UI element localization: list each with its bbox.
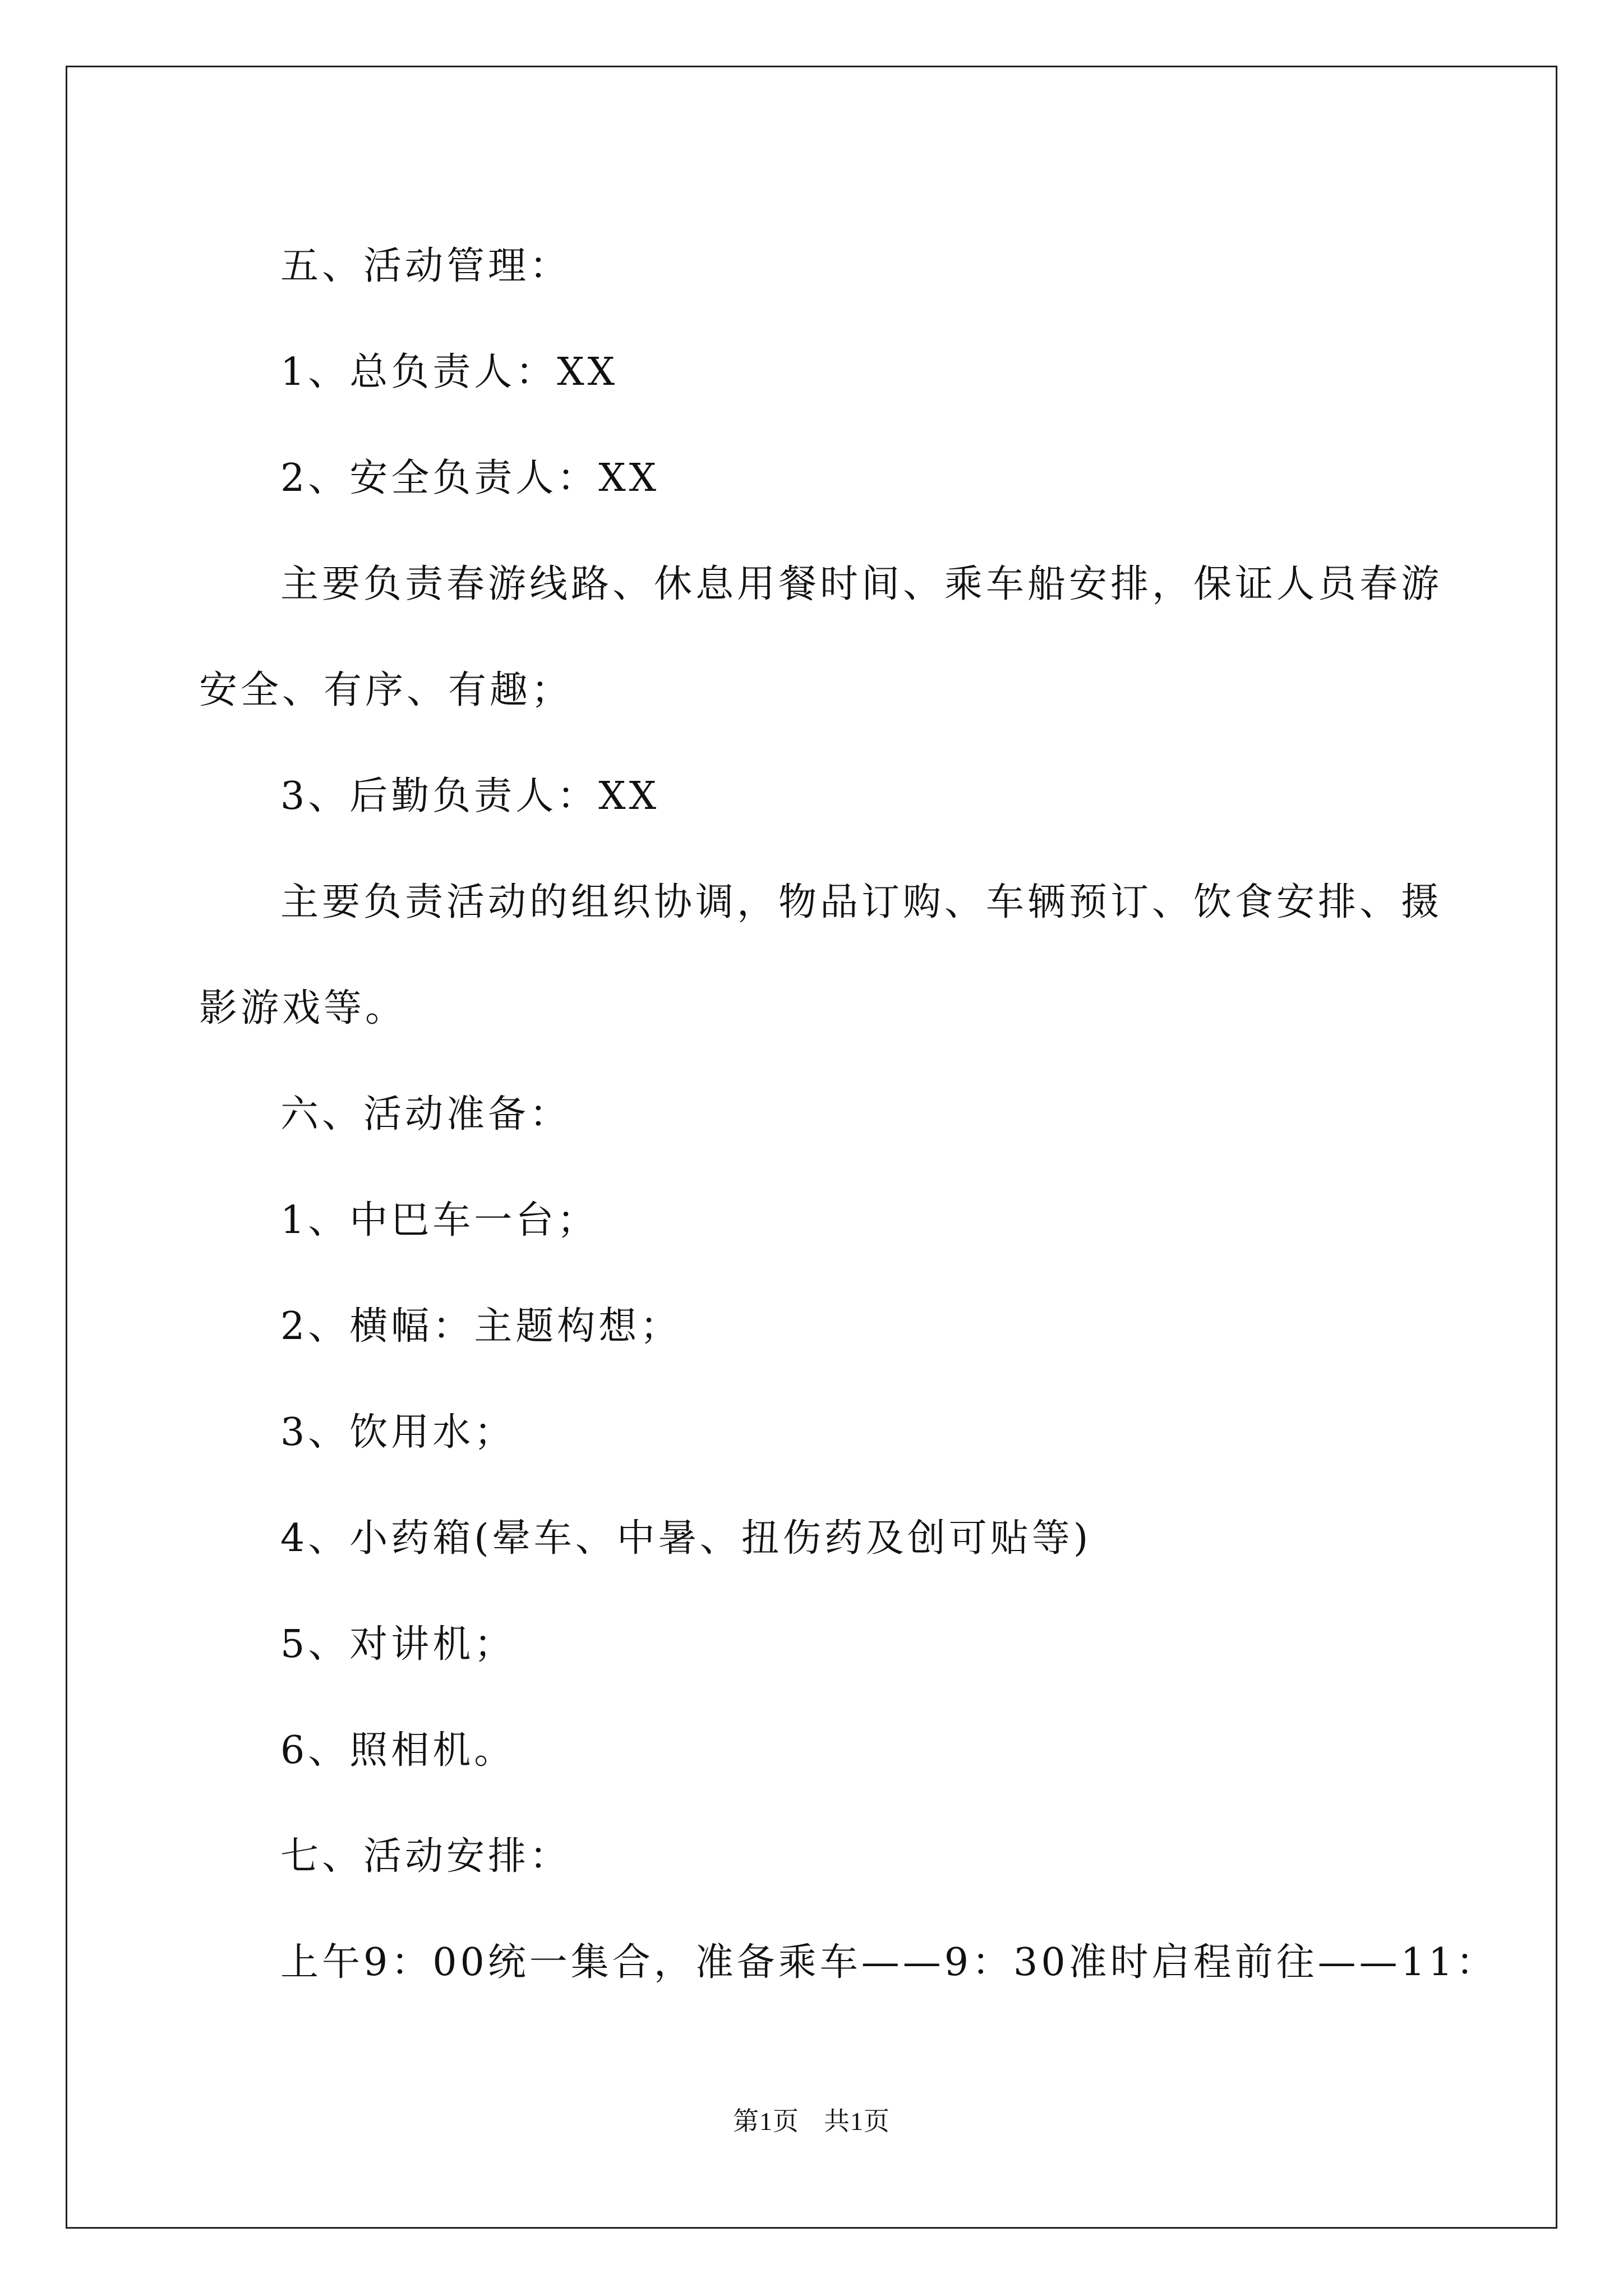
paragraph: 6、照相机。	[280, 1728, 516, 1773]
paragraph: 4、小药箱(晕车、中暑、扭伤药及创可贴等)	[280, 1516, 1092, 1561]
paragraph: 七、活动安排：	[280, 1834, 571, 1879]
paragraph: 安全、有序、有趣；	[199, 668, 573, 712]
paragraph: 主要负责春游线路、休息用餐时间、乘车船安排，保证人员春游	[280, 562, 1443, 606]
paragraph: 影游戏等。	[199, 986, 407, 1030]
paragraph: 1、总负责人：XX	[280, 350, 619, 394]
paragraph: 5、对讲机；	[280, 1622, 516, 1667]
paragraph: 2、安全负责人：XX	[280, 456, 660, 500]
page-number: 第1页	[733, 2107, 799, 2136]
page-total: 共1页	[824, 2107, 890, 2136]
paragraph: 3、饮用水；	[280, 1410, 516, 1455]
paragraph: 上午9：00统一集合，准备乘车——9：30准时启程前往——11：	[280, 1940, 1498, 1985]
paragraph: 1、中巴车一台；	[280, 1198, 599, 1243]
page-footer	[0, 2101, 1623, 2138]
paragraph: 六、活动准备：	[280, 1092, 571, 1137]
paragraph: 2、横幅：主题构想；	[280, 1304, 682, 1349]
document-body	[199, 213, 1498, 2016]
paragraph: 3、后勤负责人：XX	[280, 774, 660, 818]
paragraph: 五、活动管理：	[280, 244, 571, 288]
paragraph: 主要负责活动的组织协调，物品订购、车辆预订、饮食安排、摄	[280, 880, 1443, 924]
